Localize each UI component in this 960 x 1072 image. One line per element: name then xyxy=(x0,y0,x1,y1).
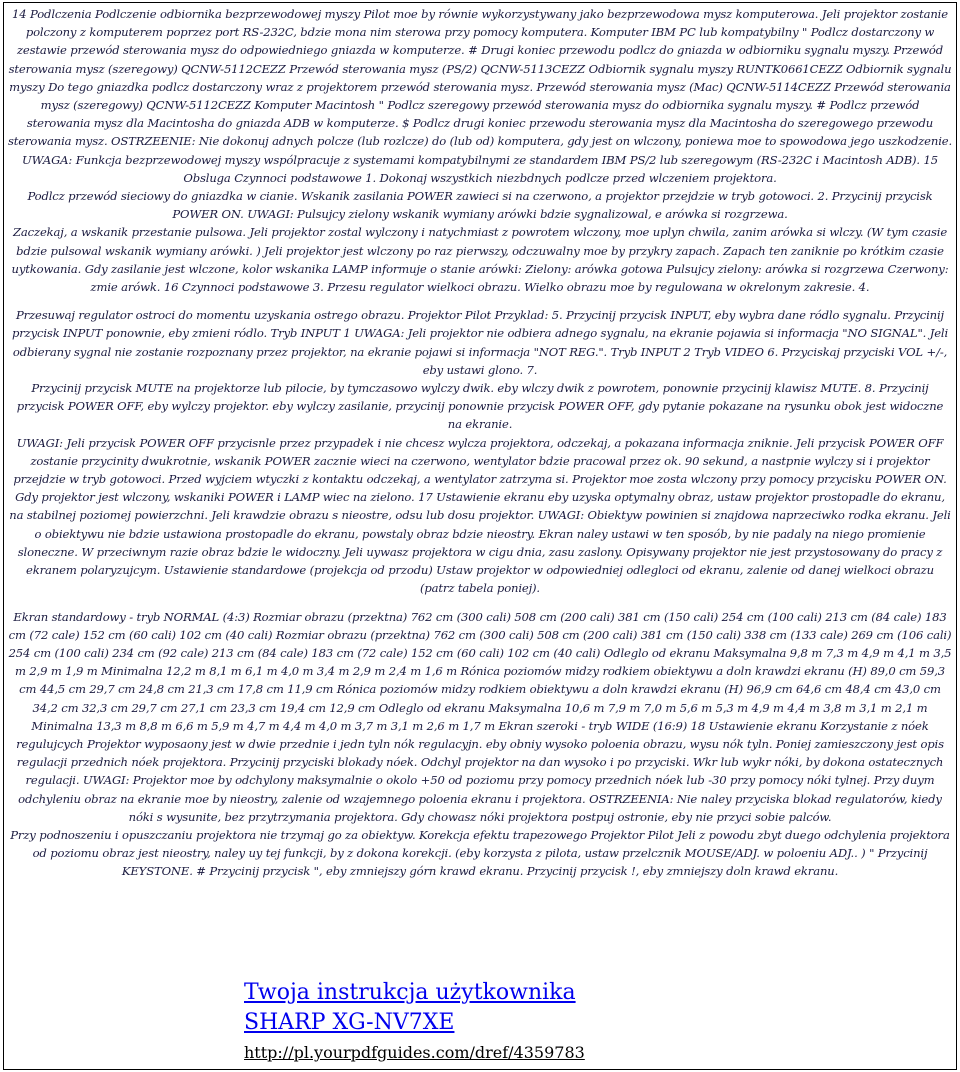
manual-text xyxy=(4,3,956,881)
document-page xyxy=(3,2,957,1070)
model-link[interactable]: SHARP XG-NV7XE xyxy=(244,1010,455,1035)
paragraph-gap xyxy=(8,598,952,608)
footer-links xyxy=(244,978,804,1064)
paragraph-gap xyxy=(8,296,952,306)
paragraph-connections: 14 Podlczenia Podlczenie odbiornika bezprzewodowej myszy Pilot moe by równie wykorzystywany jako bezprzewodowa mysz komputerowa. Jeli projektor zostanie polczony z komputerem poprzez port RS-232C, bdzie mona nim sterowa przy pomocy komputera. Komputer IBM PC lub kompatybilny " Podlcz dostarczony w zestawie przewód sterowania mysz do odpowiedniego gniazda w komputerze. # Drugi koniec przewodu podlcz do gniazda w odbiorniku sygnalu myszy. Przewód sterowania mysz (szeregowy) QCNW-5112CEZZ Przewód sterowania mysz (PS/2) QCNW-5113CEZZ Odbiornik sygnalu myszy RUNTK0661CEZZ Odbiornik sygnalu myszy Do tego gniazdka podlcz dostarczony wraz z projektorem przewód sterowania mysz. Przewód sterowania mysz (Mac) QCNW-5114CEZZ Przewód sterowania mysz (szeregowy) QCNW-5112CEZZ Komputer Macintosh " Podlcz szeregowy przewód sterowania mysz do odbiornika sygnalu myszy. # Podlcz przewód sterowania mysz dla Macintosha do gniazda ADB w komputerze. $ Podlcz drugi koniec przewodu sterowania mysz dla Macintosha do szeregowego przewodu sterowania mysz. OSTRZEENIE: Nie dokonuj adnych polcze (lub rozlcze) do (lub od) komputera, gdy jest on wlczony, poniewa moe to spowodowa jego uszkodzenie. UWAGA: Funkcja bezprzewodowej myszy wspólpracuje z systemami kompatybilnymi ze standardem IBM PS/2 lub szeregowym (RS-232C i Macintosh ADB). 15 Obsluga Czynnoci podstawowe 1. Dokonaj wszystkich niezbdnych podlcze przed wlczeniem projektora. xyxy=(8,7,953,185)
paragraph-keystone: Przy podnoszeniu i opuszczaniu projektora nie trzymaj go za obiektyw. Korekcja efektu trapezowego Projektor Pilot Jeli z powodu zbyt duego odchylenia projektora od poziomu obraz jest nieostry, naley uy tej funkcji, by z dokona korekcji. (eby korzysta z pilota, ustaw przelcznik MOUSE/ADJ. w poloeniu ADJ.. ) " Przycinij KEYSTONE. # Przycinij przycisk ", eby zmniejszy górn krawd ekranu. Przycinij przycisk !, eby zmniejszy doln krawd ekranu. xyxy=(10,827,950,879)
paragraph-screen-size-table: Ekran standardowy - tryb NORMAL (4:3) Rozmiar obrazu (przektna) 762 cm (300 cali) 508 cm (200 cali) 381 cm (150 cali) 254 cm (100 cali) 213 cm (84 cale) 183 cm (72 cale) 152 cm (60 cali) 102 cm (40 cali) Rozmiar obrazu (przektna) 762 cm (300 cali) 508 cm (200 cali) 381 cm (150 cali) 338 cm (133 cale) 269 cm (106 cali) 254 cm (100 cali) 234 cm (92 cale) 213 cm (84 cale) 183 cm (72 cale) 152 cm (60 cali) 102 cm (40 cali) Odleglo od ekranu Maksymalna 9,8 m 7,3 m 4,9 m 4,1 m 3,5 m 2,9 m 1,9 m Minimalna 12,2 m 8,1 m 6,1 m 4,0 m 3,4 m 2,9 m 2,4 m 1,6 m Rónica poziomów midzy rodkiem obiektywu a doln krawdzi ekranu (H) 89,0 cm 59,3 cm 44,5 cm 29,7 cm 24,8 cm 21,3 cm 17,8 cm 11,9 cm Rónica poziomów midzy rodkiem obiektywu a doln krawdzi ekranu (H) 96,9 cm 64,6 cm 48,4 cm 43,0 cm 34,2 cm 32,3 cm 29,7 cm 27,1 cm 23,3 cm 19,4 cm 12,9 cm Odleglo od ekranu Maksymalna 10,6 m 7,9 m 7,0 m 5,6 m 5,3 m 4,9 m 4,4 m 3,8 m 3,1 m 2,1 m Minimalna 13,3 m 8,8 m 6,6 m 5,9 m 4,7 m 4,4 m 4,0 m 3,7 m 3,1 m 2,6 m 1,7 m Ekran szeroki - tryb WIDE (16:9) 18 Ustawienie ekranu Korzystanie z nóek regulujcych Projektor wyposaony jest w dwie przednie i jedn tyln nók regulacyjn. eby obniy wysoko poloenia obrazu, wysu nók tyln. Poniej zamieszczony jest opis regulacji przednich nóek projektora. Przycinij przyciski blokady nóek. Odchyl projektor na dan wysoko i po przyciski. Wkr lub wykr nóki, by dokona ostatecznych regulacji. UWAGI: Projektor moe by odchylony maksymalnie o okolo +50 od poziomu przy pomocy przednich nóek lub -30 przy pomocy nóki tylnej. Przy duym odchyleniu obraz na ekranie moe by nieostry, zalenie od wzajemnego poloenia ekranu i projektora. OSTRZEENIA: Nie naley przyciska blokad regulatorów, kiedy nóki s wysunite, bez przytrzymania projektora. Gdy chowasz nóki projektora postpuj ostronie, eby nie przyci sobie palców. xyxy=(8,609,952,824)
paragraph-power-off-notes: UWAGI: Jeli przycisk POWER OFF przycisnle przez przypadek i nie chcesz wylcza projektora, odczekaj, a pokazana informacja zniknie. Jeli przycisk POWER OFF zostanie przycinity dwukrotnie, wskanik POWER zacznie wieci na czerwono, wentylator bdzie pracowal przez ok. 90 sekund, a nastpnie wylczy si i projektor przejdzie w tryb gotowoci. Przed wyjciem wtyczki z kontaktu odczekaj, a wentylator zatrzyma si. Projektor moe zosta wlczony przy pomocy przycisku POWER ON. xyxy=(13,435,947,487)
paragraph-focus-input: Przesuwaj regulator ostroci do momentu uzyskania ostrego obrazu. Projektor Pilot Przyklad: 5. Przycinij przycisk INPUT, eby wybra dane ródlo sygnalu. Przycinij przycisk INPUT ponownie, eby zmieni ródlo. Tryb INPUT 1 UWAGA: Jeli projektor nie odbiera adnego sygnalu, na ekranie pojawia si informacja "NO SIGNAL". Jeli odbierany sygnal nie zostanie rozpoznany przez projektor, na ekranie pojawi si informacja "NOT REG.". Tryb INPUT 2 Tryb VIDEO 6. Przyciskaj przyciski VOL +/-, eby ustawi glono. 7. xyxy=(11,308,949,377)
paragraph-lamp-warmup: Zaczekaj, a wskanik przestanie pulsowa. Jeli projektor zostal wylczony i natychmiast z powrotem wlczony, moe uplyn chwila, zanim arówka si wlczy. (W tym czasie bdzie pulsowal wskanik wymiany arówki. ) Jeli projektor jest wlczony po raz pierwszy, odczuwalny moe by przykry zapach. Zapach ten zaniknie po krótkim czasie uytkowania. Gdy zasilanie jest wlczone, kolor wskanika LAMP informuje o stanie arówki: Zielony: arówka gotowa Pulsujcy zielony: arówka si rozgrzewa Czerwony: zmie arówk. 16 Czynnoci podstawowe 3. Przesu regulator wielkoci obrazu. Wielko obrazu moe by regulowana w okrelonym zakresie. 4. xyxy=(11,225,949,295)
paragraph-power-cord: Podlcz przewód sieciowy do gniazdka w cianie. Wskanik zasilania POWER zawieci si na czerwono, a projektor przejdzie w tryb gotowoci. 2. Przycinij przycisk POWER ON. UWAGI: Pulsujcy zielony wskanik wymiany arówki bdzie sygnalizowal, e arówka si rozgrzewa. xyxy=(27,189,933,222)
paragraph-mute-power-off: Przycinij przycisk MUTE na projektorze lub pilocie, by tymczasowo wylczy dwik. eby wlczy dwik z powrotem, ponownie przycinij klawisz MUTE. 8. Przycinij przycisk POWER OFF, eby wylczy projektor. eby wylczy zasilanie, przycinij ponownie przycisk POWER OFF, gdy pytanie pokazane na rysunku obok jest widoczne na ekranie. xyxy=(16,381,944,432)
source-url-link[interactable]: http://pl.yourpdfguides.com/dref/4359783 xyxy=(244,1043,585,1062)
manual-title-link[interactable]: Twoja instrukcja użytkownika xyxy=(244,980,576,1005)
paragraph-screen-setup: Gdy projektor jest wlczony, wskaniki POWER i LAMP wiec na zielono. 17 Ustawienie ekranu eby uzyska optymalny obraz, ustaw projektor prostopadle do ekranu, na stabilnej poziomej powierzchni. Jeli krawdzie obrazu s nieostre, odsu lub dosu projektor. UWAGI: Obiektyw powinien si znajdowa naprzeciwko rodka ekranu. Jeli o obiektywu nie bdzie ustawiona prostopadle do ekranu, powstaly obraz bdzie nieostry. Ekran naley ustawi w ten sposób, by nie padaly na niego promienie sloneczne. W przeciwnym razie obraz bdzie le widoczny. Jeli uywasz projektora w cigu dnia, zasu zaslony. Opisywany projektor nie jest przystosowany do pracy z ekranem polaryzujcym. Ustawienie standardowe (projekcja od przodu) Ustaw projektor w odpowiedniej odlegloci od ekranu, zalenie od danej wielkoci obrazu (patrz tabela poniej). xyxy=(9,490,951,596)
